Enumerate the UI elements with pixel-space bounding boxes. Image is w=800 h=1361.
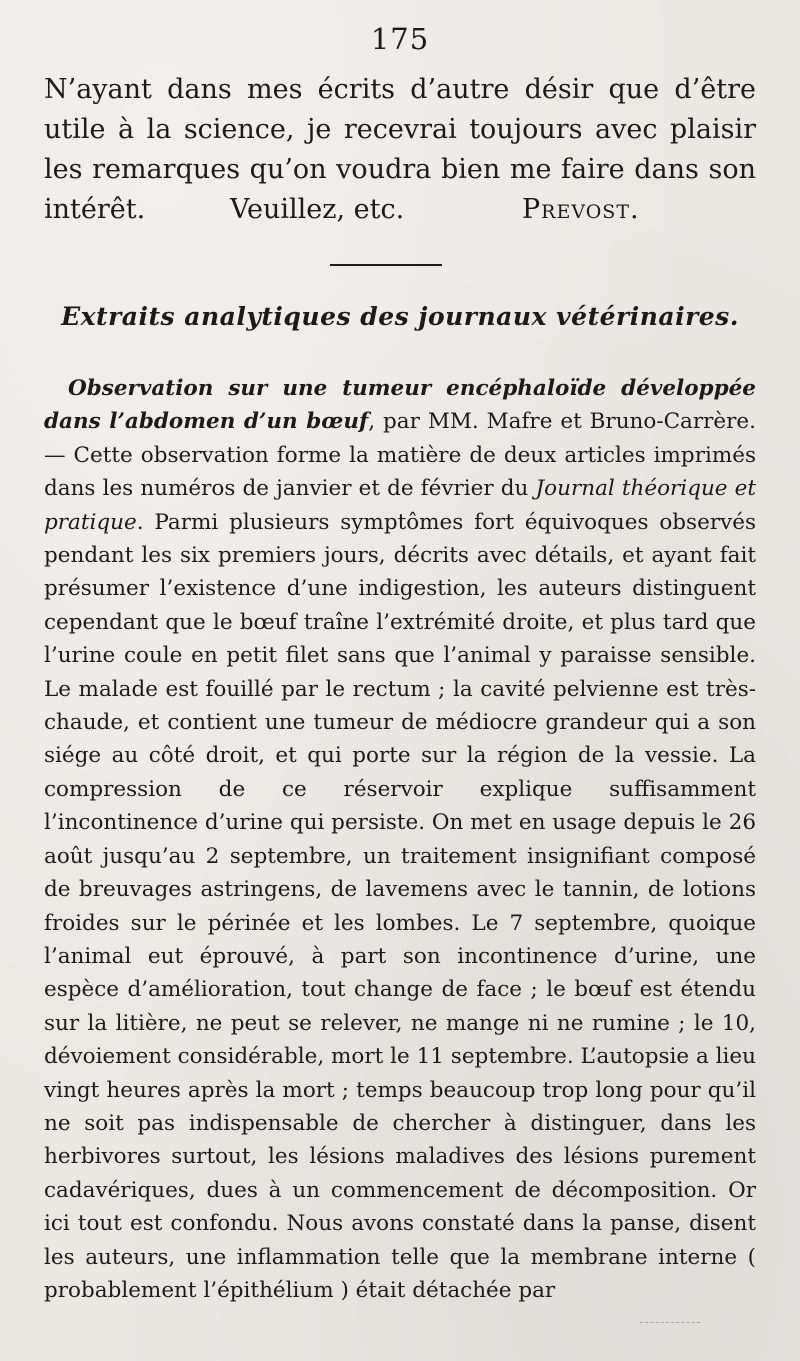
signoff-author: Prevost.	[522, 194, 640, 225]
intro-paragraph: N’ayant dans mes écrits d’autre désir que d’être utile à la science, je recevrai toujours avec plaisir les remarques qu’on voudra bien me faire dans son intérêt.	[44, 74, 756, 225]
journal-name: Journal théorique et pratique	[44, 476, 757, 535]
section-divider	[330, 264, 442, 266]
article-text: . Parmi plusieurs symptômes fort équivoques observés pendant les six premiers jours, décrits avec détails, et ayant fait présumer l’existence d’une indigestion, les auteurs distinguent cependant que le bœuf traîne l’extrémité droite, et plus tard que l’urine coule en petit filet sans que l’animal y paraisse sensible. Le malade est fouillé par le rectum ; la cavité pelvienne est très-chaude, et contient une tumeur de médiocre grandeur qui a son siége au côté droit, et qui porte sur la région de la vessie. La compression de ce réservoir explique suffisamment l’incontinence d’urine qui persiste. On met en usage depuis le 26 août jusqu’au 2 septembre, un traitement insignifiant composé de breuvages astringens, de lavemens avec le tannin, de lotions froides sur le périnée et les lombes. Le 7 septembre, quoique l’animal eut éprouvé, à part son incontinence d’urine, une espèce d’amélioration, tout change de face ; le bœuf est étendu sur la litière, ne peut se relever, ne mange ni ne rumine ; le 10, dévoiement considérable, mort le 11 septembre. L’autopsie a lieu vingt heures après la mort ; temps beaucoup trop long pour qu’il ne soit pas indispensable de chercher à distinguer, dans les herbivores surtout, les lésions maladives des lésions purement cadavériques, dues à un commencement de décomposition. Or ici tout est confondu. Nous avons constaté dans la panse, disent les auteurs, une inflammation telle que la membrane interne ( probablement l’épithélium ) était détachée par	[44, 509, 756, 1303]
signoff-line	[44, 190, 756, 230]
signoff-closing: Veuillez, etc.	[230, 194, 405, 225]
article-title: Observation sur une tumeur encéphaloïde développée dans l’abdomen d’un bœuf	[44, 376, 756, 435]
footer-mark	[640, 1322, 700, 1324]
article-body	[44, 372, 756, 1307]
page-number: 175	[370, 22, 430, 56]
section-title: Extraits analytiques des journaux vétérinaires.	[61, 302, 739, 331]
article-byline: , par MM. Mafre et Bruno-Carrère. — Cette observation forme la matière de deux articles imprimés dans les numéros de janvier et de février du	[44, 409, 756, 502]
